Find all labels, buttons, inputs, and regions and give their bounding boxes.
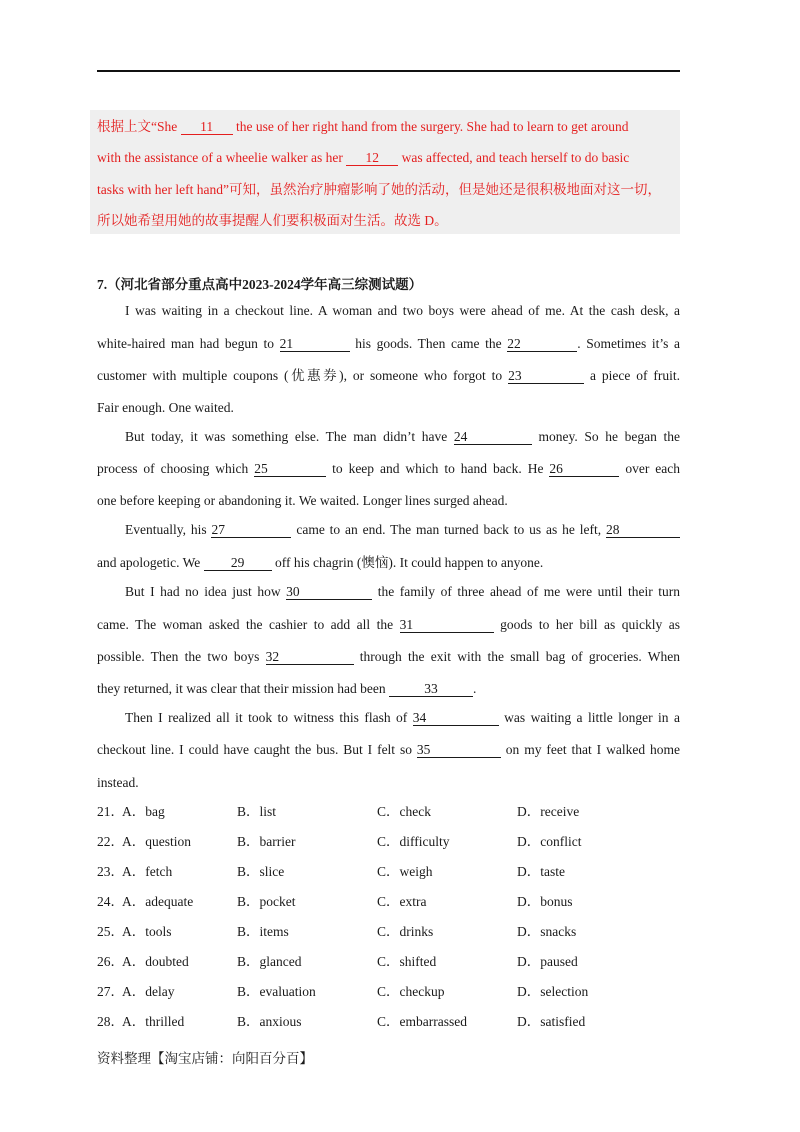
passage-line: instead. [97, 775, 139, 790]
blank-32: 32 [266, 650, 354, 665]
option-number: 27． [97, 984, 124, 999]
option-c: C．extra [377, 894, 427, 909]
option-a: A．tools [122, 924, 172, 939]
passage-line: and apologetic. We 29 off his chagrin (懊恼). It could happen to anyone. [97, 555, 544, 570]
header-rule [97, 70, 680, 72]
option-a: A．thrilled [122, 1014, 185, 1029]
option-d: D．taste [517, 864, 565, 879]
option-c: C．shifted [377, 954, 437, 969]
option-c: C．weigh [377, 864, 433, 879]
option-b: B．glanced [237, 954, 302, 969]
passage-line: one before keeping or abandoning it. We waited. Longer lines surged ahead. [97, 493, 508, 508]
option-d: D．selection [517, 984, 589, 999]
option-d: D．paused [517, 954, 578, 969]
passage-line: I was waiting in a checkout line. A woman and two boys were ahead of me. At the cash desk, a [125, 303, 680, 318]
option-a: A．fetch [122, 864, 173, 879]
option-number: 26． [97, 954, 124, 969]
passage-line: came. The woman asked the cashier to add all the 31 goods to her bill as quickly as [97, 617, 680, 632]
option-b: B．slice [237, 864, 285, 879]
passage-line: checkout line. I could have caught the bus. But I felt so 35 on my feet that I walked home [97, 742, 680, 757]
option-number: 23． [97, 864, 124, 879]
blank-35: 35 [417, 743, 501, 758]
passage-line: Then I realized all it took to witness this flash of 34 was waiting a little longer in a [125, 710, 680, 725]
explanation-line-2: with the assistance of a wheelie walker as her 12 was affected, and teach herself to do basic [97, 150, 630, 165]
blank-33: 33 [389, 682, 473, 697]
option-number: 22． [97, 834, 124, 849]
option-number: 21． [97, 804, 124, 819]
passage-line: process of choosing which 25 to keep and which to hand back. He 26 over each [97, 461, 680, 476]
passage-line: But I had no idea just how 30 the family of three ahead of me were until their turn [125, 584, 680, 599]
blank-34: 34 [413, 711, 499, 726]
blank-26: 26 [549, 462, 619, 477]
option-a: A．question [122, 834, 191, 849]
option-number: 28． [97, 1014, 124, 1029]
passage-line: possible. Then the two boys 32 through the exit with the small bag of groceries. When [97, 649, 680, 664]
option-c: C．difficulty [377, 834, 450, 849]
blank-28: 28 [606, 523, 680, 538]
blank-12: 12 [346, 151, 398, 166]
passage-line: customer with multiple coupons (优惠券), or someone who forgot to 23 a piece of fruit. [97, 368, 680, 383]
option-b: B．barrier [237, 834, 296, 849]
option-a: A．adequate [122, 894, 194, 909]
blank-29: 29 [204, 556, 272, 571]
blank-31: 31 [400, 618, 494, 633]
blank-22: 22 [507, 337, 577, 352]
blank-30: 30 [286, 585, 372, 600]
option-b: B．evaluation [237, 984, 316, 999]
blank-21: 21 [280, 337, 350, 352]
blank-25: 25 [254, 462, 326, 477]
question-heading: 7.（河北省部分重点高中2023-2024学年高三综测试题） [97, 277, 423, 292]
passage-line: But today, it was something else. The man didn’t have 24 money. So he began the [125, 429, 681, 444]
option-d: D．satisfied [517, 1014, 586, 1029]
blank-24: 24 [454, 430, 532, 445]
option-number: 25． [97, 924, 124, 939]
option-b: B．pocket [237, 894, 296, 909]
option-c: C．check [377, 804, 431, 819]
passage-line: Fair enough. One waited. [97, 400, 234, 415]
footer-note: 资料整理【淘宝店铺：向阳百分百】 [97, 1051, 313, 1066]
option-d: D．receive [517, 804, 580, 819]
option-c: C．drinks [377, 924, 434, 939]
option-b: B．list [237, 804, 277, 819]
option-number: 24． [97, 894, 124, 909]
option-c: C．checkup [377, 984, 445, 999]
option-a: A．bag [122, 804, 165, 819]
option-d: D．bonus [517, 894, 573, 909]
explanation-line-4: 所以她希望用她的故事提醒人们要积极面对生活。故选 D。 [97, 213, 448, 228]
blank-27: 27 [211, 523, 291, 538]
option-d: D．snacks [517, 924, 577, 939]
explanation-line-1: 根据上文“She 11 the use of her right hand from the surgery. She had to learn to get around [97, 119, 629, 134]
option-b: B．anxious [237, 1014, 302, 1029]
blank-11: 11 [181, 120, 233, 135]
passage-line: white-haired man had begun to 21 his goods. Then came the 22 . Sometimes it’s a [97, 336, 680, 351]
option-c: C．embarrassed [377, 1014, 467, 1029]
option-a: A．doubted [122, 954, 189, 969]
explanation-line-3: tasks with her left hand”可知，虽然治疗肿瘤影响了她的活动，但是她还是很积极地面对这一切， [97, 182, 661, 197]
option-d: D．conflict [517, 834, 582, 849]
passage-line: Eventually, his 27 came to an end. The man turned back to us as he left, 28 [125, 521, 680, 539]
option-a: A．delay [122, 984, 175, 999]
option-b: B．items [237, 924, 289, 939]
passage-line: they returned, it was clear that their mission had been 33 . [97, 681, 477, 696]
blank-23: 23 [508, 369, 584, 384]
